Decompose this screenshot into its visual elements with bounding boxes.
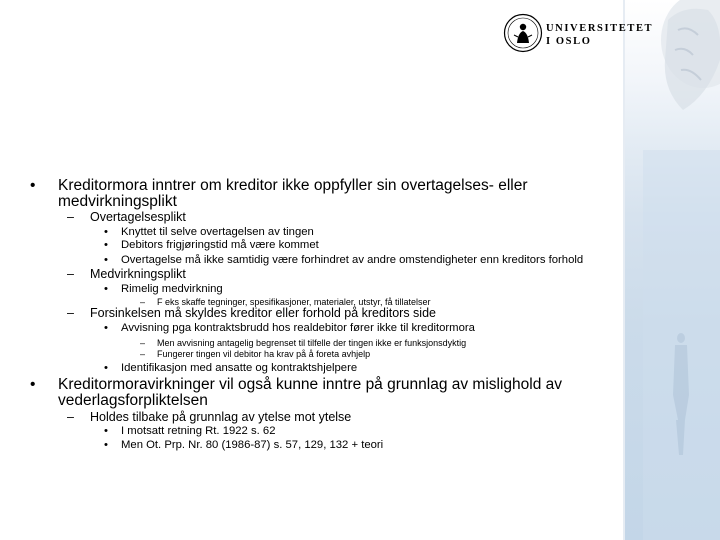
bullet-icon: • — [104, 362, 108, 374]
university-seal-icon — [503, 13, 543, 53]
bullet-text: Kreditormoravirkninger vil også kunne inntre på grunnlag av mislighold av — [58, 376, 563, 393]
bullet-icon: • — [30, 376, 36, 393]
dash-icon: – — [140, 297, 146, 307]
sub-bullet-text: Overtagelsesplikt — [90, 210, 186, 224]
sub-sub-bullet-text: Avvisning pga kontraktsbrudd hos realdebitor fører ikke til kreditormora — [121, 322, 475, 334]
sub-sub-bullet-text: I motsatt retning Rt. 1922 s. 62 — [121, 425, 276, 437]
level4-text: Men avvisning antagelig begrenset til tilfelle der tingen ikke er funksjonsdyktig — [157, 338, 467, 348]
sub-bullet-text: Holdes tilbake på grunnlag av ytelse mot ytelse — [90, 410, 352, 424]
bullet-icon: • — [104, 239, 108, 251]
university-logo — [503, 13, 654, 53]
logo-text-line2: I OSLO — [546, 36, 592, 47]
bullet-icon: • — [104, 425, 108, 437]
dash-icon: – — [67, 210, 74, 224]
bullet-text: Kreditormora inntrer om kreditor ikke oppfyller sin overtagelses- eller — [58, 177, 528, 194]
bullet-text-continued: medvirkningsplikt — [58, 193, 177, 210]
logo-text-line1: UNIVERSITETET — [546, 23, 654, 34]
bullet-icon: • — [104, 439, 108, 451]
sub-sub-bullet-text: Debitors frigjøringstid må være kommet — [121, 239, 319, 251]
dash-icon: – — [67, 410, 74, 424]
bullet-icon: • — [104, 254, 108, 266]
level4-text: F eks skaffe tegninger, spesifikasjoner, materialer, utstyr, få tillatelser — [157, 297, 431, 307]
sub-sub-bullet-text: Identifikasjon med ansatte og kontraktshjelpere — [121, 362, 358, 374]
dash-icon: – — [140, 338, 146, 348]
sub-bullet-text: Forsinkelsen må skyldes kreditor eller forhold på kreditors side — [90, 306, 436, 320]
sub-sub-bullet-text: Rimelig medvirkning — [121, 283, 223, 295]
bullet-icon: • — [104, 226, 108, 238]
dash-icon: – — [67, 306, 74, 320]
bullet-icon: • — [104, 322, 108, 334]
bullet-icon: • — [30, 177, 36, 194]
sub-bullet-text: Medvirkningsplikt — [90, 267, 186, 281]
bullet-text-continued: vederlagsforpliktelsen — [58, 392, 208, 409]
dash-icon: – — [67, 267, 74, 281]
statue-illustration — [623, 0, 720, 540]
dash-icon: – — [140, 349, 146, 359]
sub-sub-bullet-text: Men Ot. Prp. Nr. 80 (1986-87) s. 57, 129, 132 + teori — [121, 439, 384, 451]
decorative-side-panel — [623, 0, 720, 540]
sub-sub-bullet-text: Overtagelse må ikke samtidig være forhindret av andre omstendigheter enn kreditors forhold — [121, 254, 584, 266]
bullet-icon: • — [104, 283, 108, 295]
level4-text: Fungerer tingen vil debitor ha krav på å foreta avhjelp — [157, 349, 371, 359]
sub-sub-bullet-text: Knyttet til selve overtagelsen av tingen — [121, 226, 314, 238]
